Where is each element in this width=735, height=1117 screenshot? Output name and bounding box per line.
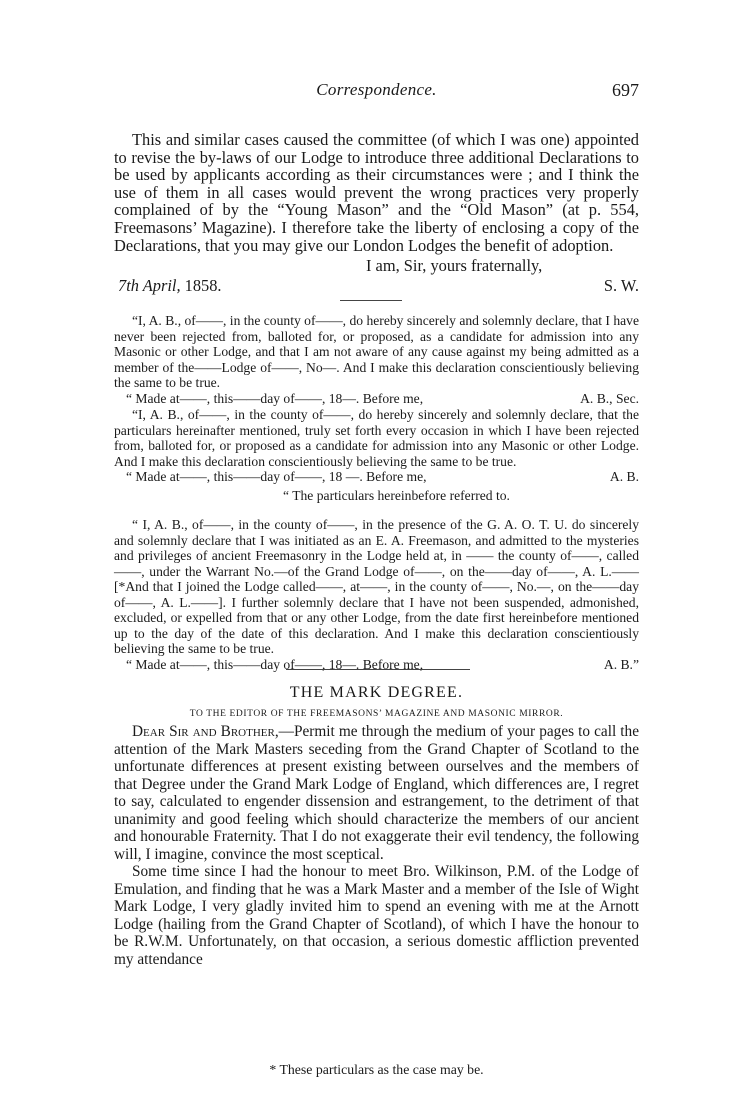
declaration-1: [114, 313, 639, 406]
footnote: * These particulars as the case may be.: [269, 1062, 484, 1077]
declaration-3: [114, 517, 639, 672]
letter-date-italic: 7th April,: [118, 276, 181, 295]
section-divider: [286, 669, 470, 670]
editor-address: TO THE EDITOR OF THE FREEMASONS’ MAGAZINE AND MASONIC MIRROR.: [189, 709, 564, 719]
declaration-1-made-at: “ Made at——, this——day of——, 18—. Before me,: [126, 390, 424, 406]
declaration-1-signer: A. B., Sec.: [580, 390, 639, 406]
intro-paragraph-block: [114, 131, 639, 254]
letter-paragraph-1-text: —Permit me through the medium of your pages to call the attention of the Mark Masters seceding from the Grand Chapter of Scotland to the unfortunate differences at present existing between ourselves and the members of that Degree under the Grand Mark Lodge of England, which differences are, I regret to say, calculated to engender dissension and estrangement, to the detriment of that unanimity and good feeling which should characterize the members of our ancient and honourable Fraternity. That I do not exaggerate their evil tendency, the following will, I imagine, convince the most sceptical.: [114, 723, 639, 863]
page-number: 697: [612, 80, 639, 100]
declaration-2: [114, 407, 639, 503]
section-title: THE MARK DEGREE.: [289, 684, 464, 701]
declaration-1-text: “I, A. B., of——, in the county of——, do hereby sincerely and solemnly declare, that I have never been rejected from, balloted for, or proposed, as a candidate for admission into any Masonic or other Lodge, and that I am not aware of any cause against my being admitted as a member of the——Lodge of——, No—. And I make this declaration conscientiously believing the same to be true.: [114, 313, 639, 390]
closing-greeting: I am, Sir, yours fraternally,: [366, 256, 543, 275]
declaration-1-made-at-line: [114, 391, 639, 407]
mark-degree-letter: [114, 723, 639, 968]
letter-date-year: 1858.: [180, 276, 222, 295]
intro-paragraph: This and similar cases caused the committee (of which I was one) appointed to revise the by-laws of our Lodge to introduce three additional Declarations to be used by applicants according as their circumstances were ; and I think the use of them in all cases would prevent the wrong practices very properly complained of by the “Young Mason” and the “Old Mason” (at p. 554, Freemasons’ Magazine). I therefore take the liberty of enclosing a copy of the Declarations, that you may give our London Lodges the benefit of adoption.: [114, 130, 639, 255]
declaration-2-signer: A. B.: [609, 469, 639, 484]
declaration-2-particulars: “ The particulars hereinbefore referred to.: [283, 487, 510, 503]
page-header: [114, 80, 639, 104]
letter-salutation: Dear Sir and Brother,: [132, 723, 279, 740]
short-divider: [340, 300, 402, 301]
letter-paragraph-1: [114, 723, 639, 863]
declaration-3-text: “ I, A. B., of——, in the county of——, in the presence of the G. A. O. T. U. do sincerely and solemnly declare that I was initiated as an E. A. Freemason, and admitted to the mysteries and privileges of ancient Freemasonry in the Lodge held at, in —— the county of——, called——, under the Warrant No.—of the Grand Lodge of——, on the——day of——, A. L.——[*And that I joined the Lodge called——, at——, in the county of——, No.—, on the——day of——, A. L.——]. I further solemnly declare that I have not been suspended, admonished, excluded, or expelled from that or any other Lodge, from the date first hereinbefore mentioned up to the day of the date of this declaration. And I make this declaration conscientiously believing the same to be true.: [114, 517, 639, 656]
declaration-2-made-at: “ Made at——, this——day of——, 18 —. Before me,: [126, 469, 427, 484]
running-title: Correspondence.: [316, 80, 437, 99]
declaration-2-text: “I, A. B., of——, in the county of——, do hereby sincerely and solemnly declare, that the particulars hereinafter mentioned, truly set forth every occasion in which I have been rejected from, balloted for, or proposed as a candidate for admission into any Masonic or other Lodge. And I make this declaration conscientiously believing the same to be true.: [114, 407, 639, 469]
declaration-3-made-at: “ Made at——, this——day of——, 18—. Before me,: [126, 656, 424, 672]
letter-date: [118, 276, 222, 296]
letter-signoff: [114, 256, 639, 296]
declaration-3-signer: A. B.”: [603, 656, 639, 672]
declaration-2-made-at-line: [114, 469, 639, 485]
signature: S. W.: [603, 276, 639, 295]
letter-paragraph-2: Some time since I had the honour to meet Bro. Wilkinson, P.M. of the Lodge of Emulation, and finding that he was a Mark Master and a member of the Isle of Wight Mark Lodge, I very gladly invited him to spend an evening with me at the Arnott Lodge (hailing from the Grand Chapter of Scotland), of which I have the honour to be R.W.M. Unfortunately, on that occasion, a serious domestic affliction prevented my attendance: [114, 863, 639, 968]
